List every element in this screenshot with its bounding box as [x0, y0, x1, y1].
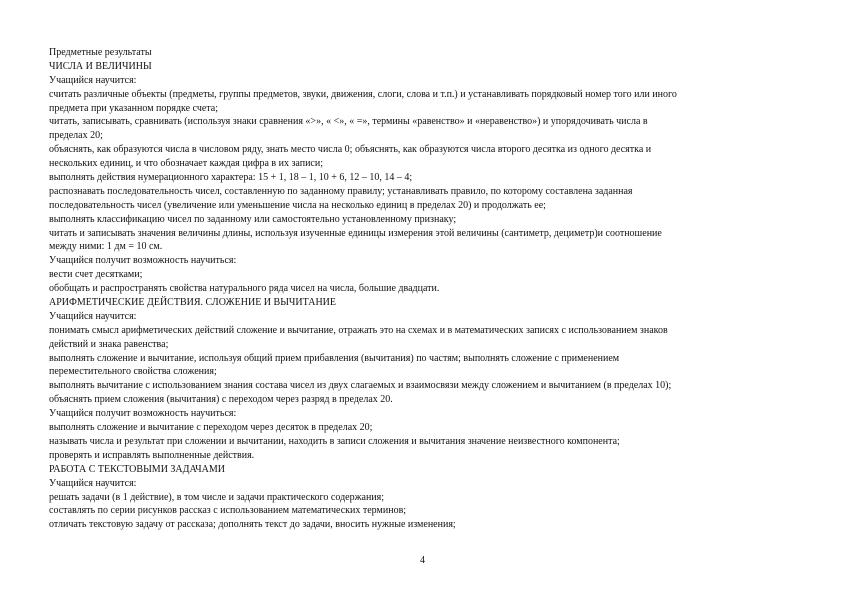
text-line: распознавать последовательность чисел, составленную по заданному правилу; устанавливать правило, по которому составлена заданная: [49, 185, 633, 197]
heading-word-problems: РАБОТА С ТЕКСТОВЫМИ ЗАДАЧАМИ: [49, 463, 226, 475]
text-line: обобщать и распространять свойства натурального ряда чисел на числа, большие двадцати.: [49, 283, 440, 295]
subheading-learner-will-learn: Учащийся научится:: [49, 477, 137, 489]
text-line: читать, записывать, сравнивать (используя знаки сравнения «>», « <», « =», термины «равенство» и «неравенство») и упорядочивать числа в: [49, 116, 648, 128]
text-line: переместительного свойства сложения;: [49, 366, 217, 378]
text-line: проверять и исправлять выполненные действия.: [49, 449, 255, 461]
heading-arithmetic-operations: АРИФМЕТИЧЕСКИЕ ДЕЙСТВИЯ. СЛОЖЕНИЕ И ВЫЧИТАНИЕ: [49, 297, 337, 309]
text-line: объяснять, как образуются числа в числовом ряду, знать место числа 0; объяснять, как образуются числа второго десятка из одного десятка и: [49, 144, 652, 156]
text-line: называть числа и результат при сложении и вычитании, находить в записи сложения и вычитания значение неизвестного компонента;: [49, 435, 620, 447]
page-text: [49, 46, 809, 532]
text-line: объяснять прием сложения (вычитания) с переходом через разряд в пределах 20.: [49, 394, 393, 406]
text-line: выполнять сложение и вычитание, используя общий прием прибавления (вычитания) по частям; выполнять сложение с применением: [49, 352, 620, 364]
text-line: между ними: 1 дм = 10 см.: [49, 241, 163, 253]
text-line: вести счет десятками;: [49, 269, 143, 281]
text-line: пределах 20;: [49, 130, 103, 142]
text-line: читать и записывать значения величины длины, используя изученные единицы измерения этой величины (сантиметр, дециметр)и соотношение: [49, 227, 662, 239]
heading-numbers-and-quantities: ЧИСЛА И ВЕЛИЧИНЫ: [49, 60, 152, 72]
text-line: считать различные объекты (предметы, группы предметов, звуки, движения, слоги, слова и т.п.) и устанавливать порядковый номер того или иного: [49, 88, 677, 100]
text-line: последовательность чисел (увеличение или уменьшение числа на несколько единиц в пределах 20) и продолжать ее;: [49, 199, 546, 211]
text-line: выполнять классификацию чисел по заданному или самостоятельно установленному признаку;: [49, 213, 457, 225]
text-line: выполнять вычитание с использованием знания состава чисел из двух слагаемых и взаимосвязи между сложением и вычитанием (в пределах 10);: [49, 380, 672, 392]
text-line: выполнять сложение и вычитание с переходом через десяток в пределах 20;: [49, 422, 373, 434]
text-line: предмета при указанном порядке счета;: [49, 102, 219, 114]
subheading-learner-may-learn: Учащийся получит возможность научиться:: [49, 255, 237, 267]
text-line: выполнять действия нумерационного характера: 15 + 1, 18 – 1, 10 + 6, 12 – 10, 14 – 4;: [49, 172, 413, 184]
text-line: составлять по серии рисунков рассказ с использованием математических терминов;: [49, 505, 407, 517]
text-line: нескольких единиц, и что обозначает каждая цифра в их записи;: [49, 158, 323, 170]
subheading-learner-will-learn: Учащийся научится:: [49, 310, 137, 322]
subheading-learner-will-learn: Учащийся научится:: [49, 74, 137, 86]
section-title: Предметные результаты: [49, 47, 152, 58]
text-line: действий и знака равенства;: [49, 338, 169, 350]
text-line: отличать текстовую задачу от рассказа; дополнять текст до задачи, вносить нужные изменения;: [49, 519, 456, 531]
page-number: 4: [420, 555, 425, 566]
subheading-learner-may-learn: Учащийся получит возможность научиться:: [49, 408, 237, 420]
text-line: решать задачи (в 1 действие), в том числе и задачи практического содержания;: [49, 491, 385, 503]
text-line: понимать смысл арифметических действий сложение и вычитание, отражать это на схемах и в математических записях с использованием знаков: [49, 324, 668, 336]
